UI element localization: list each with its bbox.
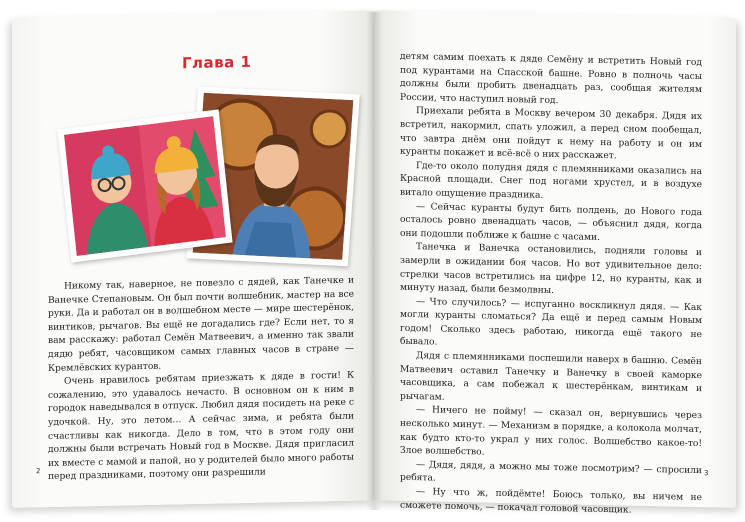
paragraph: детям самим поехать к дяде Семёну и встретить Новый год под курантами на Спасской башне. Ровно в полночь часы должны были пробить двенадцать раз, сообщая жителям России, что наступил новый год. <box>400 51 702 106</box>
left-page-text <box>48 275 354 485</box>
paragraph: Никому так, наверное, не повезло с дядей, как Танечке и Ванечке Степановым. Он был почти волшебник, мастер на все руки. Да и работал он в волшебном месте — мире шестерёнок, винтиков, рычагов. Вы ещё не догадались где? Если нет, то я вам расскажу: работал Семён Матвеевич, а именно так звали дядю ребят, часовщиком самых главных часов в стране — Кремлёвских курантов. <box>48 275 354 374</box>
paragraph: — Сейчас куранты будут бить полдень, до Нового года осталось ровно двенадцать часов, — объяснил дядя, когда они подошли поближе к башне с часами. <box>400 201 702 243</box>
paragraph: Где-то около полудня дядя с племянниками оказались на Красной площади. Снег под ногами хрустел, и в воздухе витало ощущение праздника. <box>400 160 702 201</box>
paragraph: — Дядя, дядя, а можно мы тоже посмотрим? — спросили ребята. <box>400 459 702 484</box>
paragraph: Очень нравилось ребятам приезжать к дяде в гости! К сожалению, это удавалось нечасто. В основном он к ним в городок наведывался в отпуск. Любил дядя посидеть на реке с удочкой. Ну, это летом… А сейчас зима, и ребята были счастливы как никогда. Дело в том, что в этом году они должны были встречать Новый год в Москве. Дядя пригласил их вместе с мамой и папой, но у родителей было много работы перед праздниками, поэтому они разрешили <box>48 370 354 483</box>
paragraph: Приехали ребята в Москву вечером 30 декабря. Дядя их встретил, накормил, спать уложил, а перед сном пообещал, что завтра днём они пойдут к нему на работу и он им куранты покажет и всё-всё о них расскажет. <box>400 106 702 162</box>
right-page-text <box>400 51 702 520</box>
paragraph: — Что случилось? — испуганно воскликнул дядя. — Как могли куранты сломаться? Да ещё и перед самым Новым годом! Сколько здесь работаю, никогда ещё такого не бывало. <box>400 296 702 349</box>
paragraph: Дядя с племянниками поспешили наверх в башню. Семён Матвеевич оставил Танечку и Ванечку в своей каморке часовщика, а сам побежал к шестерёнкам, винтикам и рычагам. <box>400 351 702 403</box>
page-number: 2 <box>36 467 41 476</box>
right-page <box>374 10 736 516</box>
chapter-title: Глава 1 <box>182 52 252 73</box>
children-illustration <box>57 109 232 262</box>
children-picture <box>64 116 226 256</box>
paragraph: Танечка и Ванечка остановились, подняли головы и замерли в ожидании боя часов. Но вот удивительное дело: стрелки часов встретились на цифре 12, но куранты, как и минуту назад, были безмолвны. <box>400 242 702 297</box>
page-number: 3 <box>704 469 709 478</box>
paragraph: — Ну что ж, пойдёмте! Боюсь только, вы ничем не сможете помочь, — покачал головой часовщик. <box>400 487 702 516</box>
book-spine <box>366 12 382 510</box>
left-page <box>12 10 374 508</box>
paragraph: — Ничего не пойму! — сказал он, вернувшись через несколько минут. — Механизм в порядке, а колокола молчат, как будто кто-то украл у них голос. Волшебство какое-то! Злое волшебство. <box>400 405 702 458</box>
